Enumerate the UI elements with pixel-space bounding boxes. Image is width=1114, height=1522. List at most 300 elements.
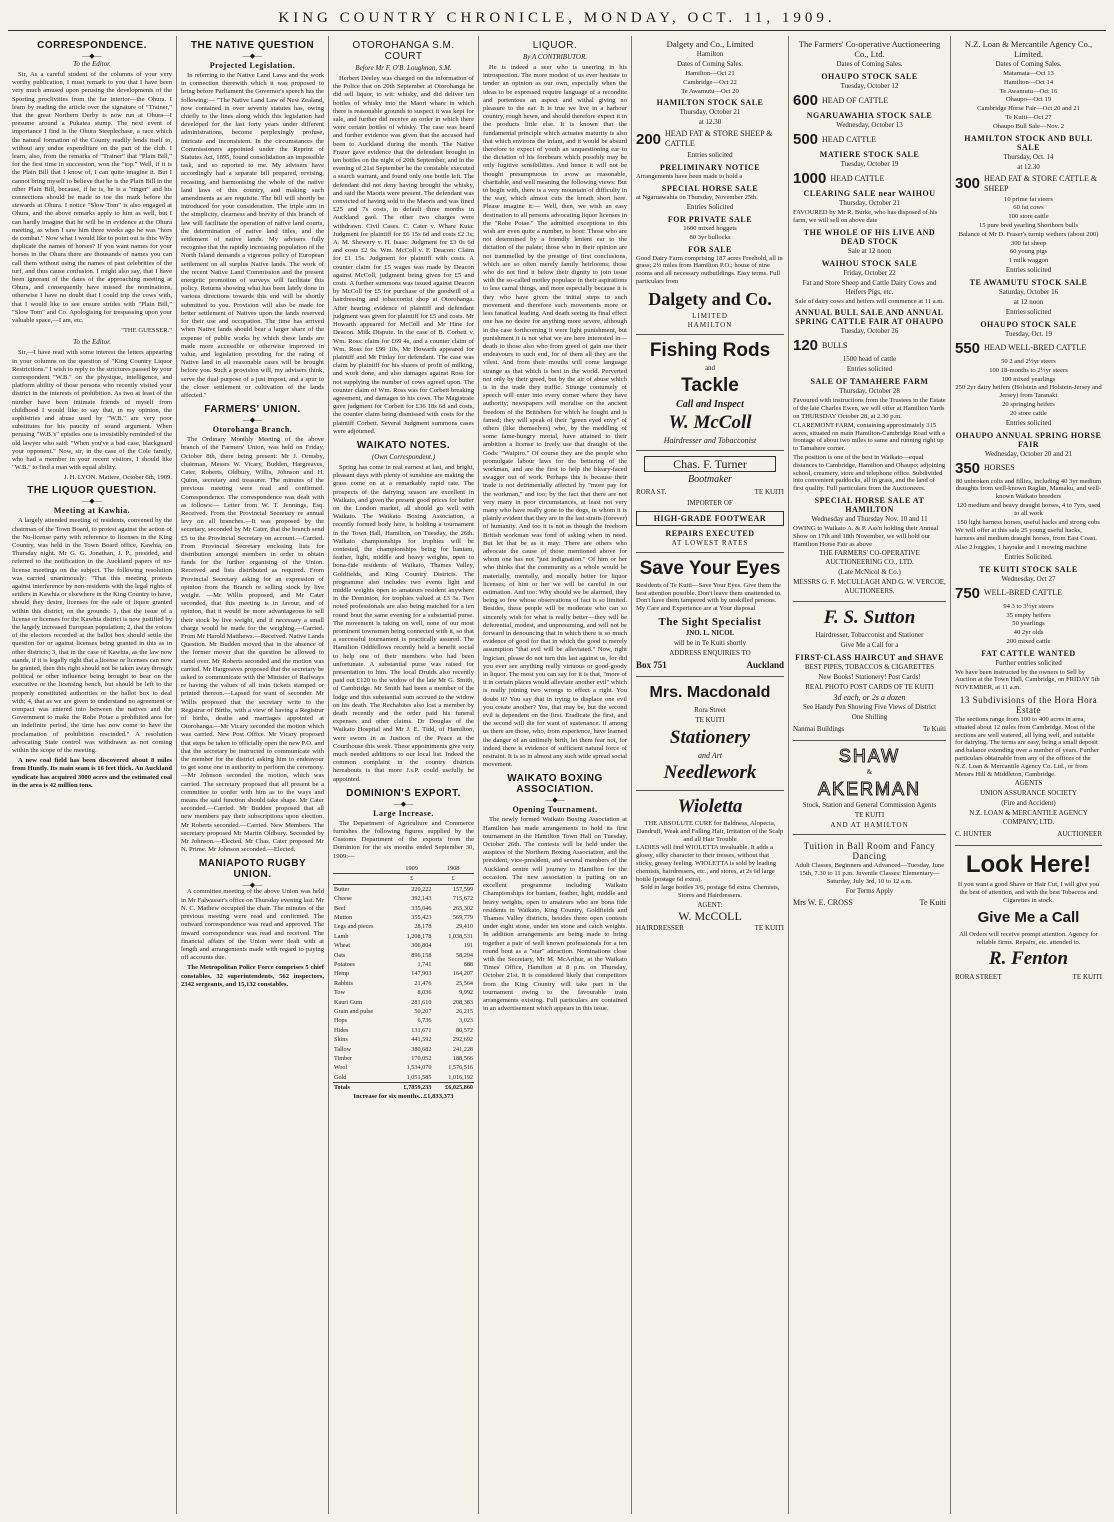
sale-item: HEAD WELL-BRED CATTLE xyxy=(984,343,1087,353)
export-value-1908: 888 xyxy=(463,960,473,968)
liquor-question-heading: THE LIQUOR QUESTION. xyxy=(27,485,157,497)
export-value-1908: 1,038,531 xyxy=(448,932,473,940)
fenton-street: RORA STREET xyxy=(955,973,1002,982)
sale-heading: OHAUPO STOCK SALE xyxy=(821,72,918,81)
export-value-1909: 281,610 xyxy=(411,998,432,1006)
private-sale-heading: FOR PRIVATE SALE xyxy=(667,214,753,224)
waihou-note: Sale of dairy cows and heifers will commence at 11 a.m. xyxy=(794,297,945,305)
sutton-address xyxy=(793,724,946,734)
list-item: 35 empty heifers xyxy=(1006,611,1051,619)
sale-date: Wednesday, October 20 and 21 xyxy=(984,449,1073,458)
akerman-title: AKERMAN xyxy=(817,779,921,800)
list-item: Hamilton—Oct 21 xyxy=(685,70,735,77)
to-editor-label: To the Editor. xyxy=(73,60,111,68)
export-value-1908: 292,692 xyxy=(452,1036,473,1044)
macdonald-name: Mrs. Macdonald xyxy=(649,683,771,701)
list-item: 60 fat cows xyxy=(1013,204,1044,212)
box-address xyxy=(636,660,784,670)
sale-lines xyxy=(955,358,1102,418)
list-item: 100 18-months to 2½yr steers xyxy=(989,366,1068,374)
table-row xyxy=(333,1016,474,1025)
cross-name: Mrs W. E. CROSS xyxy=(793,897,853,907)
union-sub: (Fire and Accident) xyxy=(1001,799,1056,808)
needlework-title: Needlework xyxy=(663,761,757,783)
export-value-1909: 335,046 xyxy=(411,904,432,912)
fenton-ad xyxy=(955,846,1102,988)
table-row xyxy=(333,960,474,969)
sale-heading: NGARUAWAHIA STOCK SALE xyxy=(806,111,933,120)
table-row xyxy=(333,894,474,903)
shilling-label: One Shilling xyxy=(851,713,888,722)
list-item: 50 2 and 2½yr steers xyxy=(1001,357,1056,365)
fat-cattle-wanted: FAT CATTLE WANTED xyxy=(981,648,1076,658)
list-item: 94 3 to 3½yr steers xyxy=(1003,602,1054,610)
liquor-article: He is indeed a seer who is unerring in his introspection. The more modest of us ever hesitate to tender an opinion as our own, especially when the ideas to be expressed require language of a recondite and portentous an aspect and withal giving no pleasure to the ear. It is true we live in a harbour country, rough hewn, and should therefore expect it in the products little else. It is known that the fundamental principle which actuates maturity is also that which environs the infant, and it would be absurd therefore to expect of youth an unquestioning ear to the dictation of his forebears which possibly may be only fugitive sensibilities. And hence it will not be thought presumptuous to avow as reasonable, charitable, and well meaning the following views: But to begin with, there is a very mountain of difficulty in the way, which almost cuts the breath short here. Please imagine it:— Well, then, we wish an easy destination to all persons advocating liquor licenses in the "Rohe Potae." The admitted exceptions to this wish are even quite a number, to boot: Those who are not determined by a friendly lenient ear to the dictation of the palate; those who in their opinion are not trammelled by the prestige of first conclusions, which are so often merely family heirlooms; those who do not find it below their dignity to join issue with the so-called motley populace in their aspirations to less carnal things, and more especially because it is they who have given the initial steps to such movement and therefore such movements more or less fanatical leading. And death seeing its final effect one has no desire for anything more severe, although in the case forthcoming it were light punishment, but punishment it is not what we are here interested in—death to those also who from greed of gain use their endeavours to such end, for of them all they are the vilest. And from their mouths will come language strange as that which is best in the world. Perverted not only by their greed, but by the air of abuse which is in the trade they traffic. Strange contumely of speech will enter into every corner where they have authority; newspapers will moralise on the ancient freedom of the Britishers for which he fought and is famed; they will speak of their "green eyed envy" of others (like themselves) who, by the meddling of some fame-hungry mortal, have attained to their ambition a license to freely use that draught of the Gods: "Waipiro." Of course they are the people who promulgate labour laws for the bettering of the workman, and are the first to help the bleary-faced swagger out of work. Perhaps this is because their trade is not detrimentally affected by "more pay for the workman," and too; by the fact that there are not very many in poor circumstances, at least not very many who have really gone to the dogs, in whom it is plainly evident that they are in the last straits (forever) of humanity. And too it is not as though the freeborn British workman was fond of asking when in need. But let that be as it may: There are others who advocate the cause of those mentioned above for whom one has not "just indignation." Of him or her who thinks that the community as a whole would be materially, mentally, and morally better for liquor licenses; of him or her we will be careful in our estimation. And too: Why should we be alarmed, they being so few whose observations of fact is so limited. Besides, these people will be moderate who can so sincerely wish for what is really better—they will be deferential, modest, and unpresuming, and will not be forward in denouncing that in which there is so much evidence of good for that in which the good is merely assumption "that evil will be alleviated." Now, right logician, please do not turn this last against us, for did you ever see anything really virtuous or good-goody in liquor. The most you can say for it is that, "more of it in certain places would alleviate another evil" which is really joining two wrongs to effect a right. You doubt it? You say that in trying to displace one evil you create another? Yes, that may be, but the second evil is dependent on the first. Eradicate the first, and the second will die for want of sustenance. If among us there are those, who, from experience, have learned the danger of an untimely birth, let them fear not, for indeed there is evidence of sufficient natural force of restraint. It is so in almost any such wide spread social movement. xyxy=(483,64,627,769)
shaw-title: SHAW xyxy=(838,746,901,767)
list-item: 80 3yr bullocks xyxy=(689,233,731,241)
export-value-1909: 392,143 xyxy=(411,895,432,903)
sale-heading: HAMILTON STOCK AND BULL SALE xyxy=(964,133,1093,152)
letter-signature: "THE GUESSER." xyxy=(121,327,172,335)
sale-dates-list xyxy=(636,70,784,95)
entries-note: Entries solicited xyxy=(687,151,733,160)
tamahere-text: Favoured with instructions from the Trustees in the Estate of the late Charles Ewen, we will offer at Hamilton Yards on THURSDAY October 28, at 2.30 p.m. xyxy=(793,397,946,420)
sale-lot xyxy=(793,171,946,186)
export-value-1908: 9,992 xyxy=(459,989,473,997)
export-value-1908: 241,228 xyxy=(452,1045,473,1053)
correspondence-heading: CORRESPONDENCE. xyxy=(37,40,147,51)
table-row xyxy=(333,998,474,1007)
export-commodity: Hemp xyxy=(334,970,350,978)
notice-text: Arrangements have been made to hold a xyxy=(636,173,743,181)
turner-street: RORA ST. xyxy=(636,487,667,496)
dates-heading: Dates of Coming Sales. xyxy=(836,60,903,68)
pipes-label: BEST PIPES, TOBACCOS & CIGARETTES xyxy=(804,663,935,672)
nz-loan-firm: N.Z. Loan & Mercantile Agency Co., Limited. xyxy=(964,39,1093,59)
export-value-1908: 25,564 xyxy=(455,979,473,987)
wioletta-sub: THE ABSOLUTE CURE for Baldness, Alopecia, Dandruff, Weak and Falling Hair, Irritation of the Scalp and all Hair Trouble xyxy=(636,819,784,843)
sale-date: Tuesday, October 26 xyxy=(840,327,899,336)
list-item: Cambridge Horse Fair—Oct 20 and 21 xyxy=(977,105,1080,113)
table-row xyxy=(333,922,474,931)
table-row xyxy=(333,969,474,978)
export-commodity: Lamb xyxy=(334,932,349,940)
export-value-1909: 131,671 xyxy=(411,1026,432,1034)
sale-count: 500 xyxy=(793,131,819,148)
export-commodity: Rabbits xyxy=(334,979,353,987)
boxing-subheading: Opening Tournament. xyxy=(512,805,598,815)
nicol-note: will be in Te Kuiti shortly xyxy=(673,638,747,647)
table-row xyxy=(333,1073,474,1083)
sale-extra: 1500 head of cattle xyxy=(842,355,897,364)
farmers-coop-ad xyxy=(793,36,946,602)
sale-date: Saturday, October 16 xyxy=(998,287,1059,296)
sale-time: Sale at 12 noon xyxy=(847,246,892,255)
cross-address xyxy=(793,898,946,908)
macdonald-ad xyxy=(636,677,784,791)
sale-lot xyxy=(955,341,1102,356)
private-sale-list xyxy=(636,225,784,242)
column-1 xyxy=(8,36,176,1514)
export-value-1909: 220,222 xyxy=(411,885,432,893)
table-row xyxy=(333,988,474,997)
sale-date: Wednesday, Oct 27 xyxy=(1001,574,1056,583)
waihou-stock: Fat and Store Sheep and Cattle Dairy Cows and Heifers Pigs, etc. xyxy=(802,278,937,296)
list-item: Cambridge—Oct 22 xyxy=(683,78,737,86)
list-item: 20 store cattle xyxy=(1010,409,1047,417)
letter-guesser: Sir, As a careful student of the columns of your very worthy publication, I must remark to you that I have been very much amused upon perusing the developments of the Sporting proclivities from the far interior—the Ohura. I learn by reading the article over the signature of "Trainer," that the great Northern Derby is now run at Ohura—I presume around a Pukatea stump. The next event of importance I find is the Ohura Steeplechase, a race which the natural formation of the County readily lends itself to, without any undue expenditure on the part of the club. I learn, also, from the remarks of "Trainer" that "Plain Bill," for the first time in succession, won the "top." Well, if it is the Plain Bill that I know of, I can quite imagine it. But I cannot bring myself to believe that he is the Plain Bill in the other Plain Bill, because, if he is, he is a "ringer" and his connections should be made to toe the mark before the stewards at Ohura. I notice "Slow Tom" is also engaged at Ohura, and the above remarks apply to him as well, but I can hardly imagine that he will be in evidence at the Ohura meeting, as when I saw him three weeks ago he was "hors de combat." Now what I would like to point out is this: Why duplicate the names of horses? If you want names for your horses in the Ohura there are thousands of names you can call them without using the names of past celebrities of the turf, and thus cause confusion. I might also say, that I have been ignorant of the dates of the approaching meeting at Ohura, and consequently have missed the nominations, otherwise I have no doubt that I could trip the cows with, that I would like to see ensure strides with "Plain Bill," "Slow Tom" and Co. Apologising for trespassing upon your valuable space,—I am, etc. xyxy=(12,71,172,325)
terms-label: For Terms Apply xyxy=(845,886,894,895)
list-item: Matamata—Oct 13 xyxy=(1003,70,1054,77)
hora-instruction: We have been instructed by the owners to Sell by Auction at the Town Hall, Cambridge, on FRIDAY 5th NOVEMBER, at 11 a.m. xyxy=(955,668,1100,692)
rugby-union-heading: MANIAPOTO RUGBY UNION. xyxy=(198,858,307,881)
export-commodity: Butter xyxy=(334,885,350,893)
list-item: 250 2yr dairy heifers (Holstein and Holstein-Jersey and Jersey) from Taranaki xyxy=(955,384,1102,400)
export-value-1908: 1,016,192 xyxy=(448,1073,473,1081)
sale-item: HEAD CATTLE xyxy=(830,173,885,183)
sale-date: Tuesday, October 12 xyxy=(840,82,899,90)
turner-ad xyxy=(636,451,784,553)
native-question-article: In referring to the Native Land Laws and the work in connection therewith which it was proposed to bring before Parliament the Governor's speech has the following:— "The Native Land Law of New Zealand, now contained in over seventy statutes has, owing chiefly to the lines along which this legislation had developed for the last forty years under different administrations, become perplexingly profuse, intricate and inconsistent. In the circumstances the Commissioners appointed under the Reprint of Statutes Act, 1895, found consolidation an impossible task, and so reported to me. My advisers have accordingly had a separate bill prepared, revising, recasting, and harmonising the whole of the native land laws of this country, and making such amendments as are requisite. The bill will shortly be introduced for your consideration. The triple aim in the simplicity, clearness and brevity of this branch of law will facilitate the operation of native land courts, the determination of native land titles, and the settlement of native lands. My advisers fully recognise that the rapidly increasing population of the North Island demands a vigorous policy of European settlement on all surplus Native lands. The work of the recent Native Land Commission and the present energetic promotion of surveys will facilitate this policy. Returns showing what has been lately done in various directions towards this end will be shortly submitted to you. Provision will also be made for better settlement of Natives upon the lands reserved for their use and occupation. The time has arrived when Native lands should bear a larger share of the expense of public works by which these lands are made more accessible or otherwise improved in value, and legislation providing for the rating of Native land in all reasonable cases will be brought before you. Such a provision will, my advisers think, serve the dual purpose of a just impost, and a spur to the closer settlement or cultivation of the lands affected." xyxy=(181,72,324,399)
table-row xyxy=(333,904,474,913)
table-row xyxy=(333,951,474,960)
coop-auctioneers: MESSRS G. F. McCULLAGH AND G. W. VERCOE, AUCTIONEERS. xyxy=(793,578,946,596)
ampersand: & xyxy=(866,768,873,777)
export-year-1908: 1908 xyxy=(432,864,474,874)
postcard-price: 3d each, or 2s a dozen xyxy=(833,693,906,703)
liquor-heading: LIQUOR. xyxy=(532,40,578,51)
turner-name: Chas. F. Turner xyxy=(644,456,776,472)
entries-note: Entries solicited xyxy=(1005,307,1052,316)
sale-heading: WAIHOU STOCK SALE xyxy=(821,258,918,268)
sale-count: 120 xyxy=(793,337,819,355)
divider: —◆— xyxy=(242,416,263,425)
masthead-rule xyxy=(8,30,1106,31)
wioletta-sold: Sold in large bottles 3/6, postage 6d extra. Chemists, Stores and Hairdressers. xyxy=(640,884,780,900)
table-row xyxy=(333,979,474,988)
fenton-town: TE KUITI xyxy=(1072,973,1102,982)
export-value-1908: 191 xyxy=(463,942,473,950)
column-2 xyxy=(176,36,328,1514)
divider: —◆— xyxy=(82,497,102,506)
rates-label: AT LOWEST RATES xyxy=(671,538,749,547)
dalgety-place: Hamilton xyxy=(696,50,724,58)
export-total-1908: £6,025,860 xyxy=(432,1083,474,1093)
nz-loan-company: N.Z. LOAN & MERCANTILE AGENCY COMPANY, LTD. xyxy=(969,809,1088,827)
list-item: 80 unbroken colts and fillies, including 40 3yr medium draughts from well-known Raglan, Mamaku, and well-known Waikato breeders xyxy=(955,477,1102,501)
dalgety-firm: Dalgety and Co., Limited xyxy=(666,39,754,49)
agent-town: TE KUITI xyxy=(754,923,784,932)
list-item: Balance of Mr D. Fraser's turnip wethers (about 200) xyxy=(958,230,1099,238)
export-commodity: Timber xyxy=(334,1055,352,1062)
horse-sale-heading: SPECIAL HORSE SALE xyxy=(661,184,759,194)
export-commodity: Hops xyxy=(334,1017,348,1025)
farmers-union-article: The Ordinary Monthly Meeting of the above branch of the Farmers' Union, was held on Friday, October 8th, there being present: Mr J. Ormsby, chairman, Messrs W. Vicary, Budden, Hargreaves, Cater, Roberts, Oldbury, Willis, Johnson and H. Quinn, secretary and treasurer. The minutes of the previous meeting were read and confirmed. Correspondence. The correspondence was dealt with as follows:— Letter from W. T. Jennings, Esq. Received. From the Provincial Secretary re annual levy on all branches.—It was proposed by the secretary, seconded by Mr Cater, that the branch send £5 to the Provincial Secretary on account.—Carried. From Provincial Secretary enclosing lists for distribution amongst members in order to obtain funds for the further organising of the Union. Received and lists distributed as required. From Provincial Secretary asking for an expression of opinion from the Branch re selling stock by live weight. —Mr Willis proposed, and Mr Cater seconded, that this meeting is in favour, and of opinion, that it would be more advantageous to sell their stock by live weight, and if necessary a small charge would be made for the weighing.—Carried. From Mr Harold Matthews.—Received. Native Lands Question. Mr Budden moved that in the absence of the former mover that the question be allowed to stand over. Mr Roberts seconded and the motion was carried. Mr Hargreaves proposed that the secretary be asked to communicate with the Minister of Railways re having the values of all train tickets stamped or printed thereon.—Lapsed for want of seconder. Mr Willis proposed that the secretary write to the Registrar of Births, with a view of having a Registrar of births, deaths and marriages appointed at Otorohanga.—Mr Vicary seconded the motion which was carried. New Post Office. Mr Vicary proposed that steps be taken to officially open the new P.O. and that the secretary be instructed to communicate with the member for the district asking him to endeavour to get some one in authority to perform the ceremony.—Mr Johnson seconded the motion, which was carried. The secretary proposed that all present be a committee to confer with him as to the ways and means the said function should take shape. Mr Cater seconded.—Carried. Mr Budden proposed that all new members pay their subscriptions upon election. Mr Roberts seconded.—Carried. New Members. The secretary proposed Mr Martin Oldbury. Seconded by Mr Johnson.—Elected. Mr Chas. Cater proposed Mr N. Prime. Mr Johnson seconded.—Elected. xyxy=(181,436,325,854)
sale-count: 600 xyxy=(793,92,819,109)
sale-item: HORSES xyxy=(984,463,1015,473)
entries-note: Entries Solicited xyxy=(686,202,734,211)
sutton-town: Te Kuiti xyxy=(922,725,946,734)
export-commodity: Wheat xyxy=(334,942,351,950)
export-value-1909: 147,903 xyxy=(411,970,432,978)
table-row xyxy=(333,1026,474,1035)
list-item: 15 pure bred yearling Shorthorn bulls xyxy=(978,221,1079,229)
agent-trade: HAIRDRESSER xyxy=(636,923,684,932)
sale-lot xyxy=(955,174,1102,194)
column-6 xyxy=(788,36,950,1514)
export-value-1908: 569,779 xyxy=(452,913,473,921)
table-row xyxy=(333,1054,474,1063)
export-value-1909: 50,207 xyxy=(414,1007,432,1015)
give-call-text: All Orders will receive prompt attention. Agency for reliable firms. Repairs, etc. attended to. xyxy=(959,930,1098,946)
coop-late: (Late McNicol & Co.) xyxy=(838,568,901,577)
claremont-text: CLAREMONT FARM, containing approximately 315 acres, situated on main Hamilton-Cambridge Road with a frontage of about two miles to same and running right up to Tamahere corner. xyxy=(793,421,945,453)
export-value-1909: 1,051,585 xyxy=(406,1073,432,1081)
waikato-notes-subheading: (Own Correspondent.) xyxy=(371,452,436,461)
export-value-1909: 306,804 xyxy=(411,942,432,950)
native-question-subheading: Projected Legislation. xyxy=(209,61,296,70)
export-value-1908: 164,207 xyxy=(452,970,473,978)
sale-heading: SPECIAL HORSE SALE AT HAMILTON xyxy=(814,495,925,514)
export-commodity: Hides xyxy=(334,1026,349,1034)
entries-note: Entries solicited xyxy=(1005,265,1052,274)
horse-sale-text: OWING to Waikato A. & P. Ass'n holding their Annual Show on 17th and 18th November, we will hold our Hamilton Horse Fair as above xyxy=(793,524,939,548)
export-value-1909: 1,534,070 xyxy=(406,1064,432,1072)
sale-item: HEAD FAT & STORE SHEEP & CATTLE xyxy=(665,129,773,149)
sale-time: at 12 noon xyxy=(1013,297,1044,306)
table-row xyxy=(333,932,474,941)
letter-lyon: Sir,—I have read with some interest the letters appearing in your columns on the question of "King Country Liquor Restrictions." I wish to reply to the strictures passed by your correspondent "W.B." on the physique, intelligence, and platform ability of those persons who recently visited your district in the interests of prohibition. As two at least of the number have been intimate friends of myself from childhood I would like to say that, in my opinion, the sophistries and abuse used by "W.B." are very poor substitutes for his paucity of sound argument. When perusing "W.B.'s" epistles one is irresistibly reminded of the old lawyer who said: "When you've a bad case, blackguard your opponent." Now, sir, in the case of the Cole family, who had a member in your recent visitors, I should like "W.B." to find a man with equal ability. xyxy=(12,349,172,472)
position-text: The position is one of the best in Waikato—equal distances to Cambridge, Hamilton and Ohaupo; adjoining school, creamery, store and telephone office. Subdivided into convenient paddocks, all in grass, and the land of first quality. Full particulars from the Auctioneers. xyxy=(793,453,946,493)
list-item: 1600 mixed hoggets xyxy=(683,224,737,232)
wioletta-title: Wioletta xyxy=(677,795,743,817)
export-value-1908: 3,023 xyxy=(459,1017,473,1025)
sale-date: Wednesday and Thursday Nov. 10 and 11 xyxy=(811,514,928,523)
export-value-1908: 1,576,516 xyxy=(448,1064,473,1072)
export-value-1909: 380,682 xyxy=(411,1045,432,1053)
sutton-buildings: Nanmai Buildings xyxy=(793,725,845,734)
sale-heading: TE AWAMUTU STOCK SALE xyxy=(969,277,1088,287)
pen-label: See Handy Pen Showing Five Views of District xyxy=(802,703,937,712)
divider: —◆— xyxy=(393,799,414,808)
shaw-hamilton: AND AT HAMILTON xyxy=(830,821,909,830)
sale-time: at 12.30 xyxy=(698,118,722,127)
fishing-and: and xyxy=(704,363,716,372)
hora-body: The sections range from 100 to 400 acres in area, situated about 12 miles from Cambridge. Most of the sections are well watered, all lying well, and suitable for dairying. The terms are easy, being a small deposit and balance extending over a number of years. Further particulars obtainable from any of the offices of the N.Z. Loan & Mercantile Agency Co. Ltd., or from Messrs Hill & Middleton, Cambridge. xyxy=(955,716,1100,778)
export-unit: £ xyxy=(391,874,433,884)
sale-count: 200 xyxy=(636,130,662,148)
list-item: Te Kuiti—Oct 27 xyxy=(1005,113,1052,121)
dates-heading: Dates of Coming Sales. xyxy=(995,60,1062,68)
export-commodity: Skins xyxy=(334,1036,348,1044)
footwear-label: HIGH-GRADE FOOTWEAR xyxy=(636,511,784,526)
sale-date: Tuesday, October 19 xyxy=(840,160,899,168)
cross-town: Te Kuiti xyxy=(919,897,946,907)
export-value-1909: 896,158 xyxy=(411,951,432,959)
sale-date: Tuesday, Oct. 19 xyxy=(1004,329,1053,338)
sale-lot xyxy=(955,586,1102,601)
save-eyes-text: Residents of Te Kuiti—Save Your Eyes. Give them the best attention possible. Don't leave them unattended to. Don't have them tampered with by unskilled persons. My Care and Experience are at Your disposal xyxy=(636,581,782,613)
list-item: 20 springing heifers xyxy=(1002,400,1055,408)
shaw-akerman-ad xyxy=(793,741,946,835)
export-commodity: Potatoes xyxy=(334,960,355,968)
table-row xyxy=(333,941,474,950)
export-value-1909: 8,036 xyxy=(417,989,432,997)
dancing-ad xyxy=(793,835,946,913)
hunter-trade: AUCTIONEER xyxy=(1057,830,1102,839)
clearing-text: FAVOURED by Mr R. Burke, who has disposed of his farm, we will sell on above date xyxy=(793,209,938,224)
export-value-1909: 355,423 xyxy=(411,913,432,921)
macdonald-street: Rora Street xyxy=(694,705,726,714)
repairs-label: REPAIRS EXECUTED xyxy=(665,528,755,538)
clearing-stock: THE WHOLE OF HIS LIVE AND DEAD STOCK xyxy=(803,227,936,246)
export-heading: DOMINION'S EXPORT. xyxy=(346,787,461,799)
divider: —◆— xyxy=(545,796,565,805)
export-commodity: Tallow xyxy=(334,1045,352,1053)
agent-address xyxy=(636,923,784,933)
tuition-title: Tuition in Ball Room and Fancy Dancing xyxy=(803,841,936,862)
sale-heading: SALE OF TAMAHERE FARM xyxy=(810,377,929,387)
buggies-offer: Also 2 buggies, 1 hayrake and 1 mowing machine xyxy=(955,543,1088,551)
fishing-rods-title: Fishing Rods xyxy=(649,339,771,361)
entries-note: Entries solicited xyxy=(1005,418,1052,427)
hora-subdivisions: 13 Subdivisions of the Hora Hora Estate xyxy=(959,695,1098,716)
export-total-label: Totals xyxy=(333,1083,391,1093)
macdonald-town: TE KUITI xyxy=(695,715,725,724)
coop-firm: THE FARMERS' CO-OPERATIVE AUCTIONEERING CO., LTD. xyxy=(819,549,920,567)
mccoll-fishing-ad xyxy=(636,335,784,451)
sale-lines xyxy=(955,603,1102,646)
export-commodity: Gold xyxy=(334,1073,347,1081)
agents-label: AGENTS xyxy=(1014,779,1043,788)
sale-dates-list xyxy=(955,70,1102,131)
export-increase: Increase for six months...£1,833,373 xyxy=(353,1092,454,1100)
save-eyes-title: Save Your Eyes xyxy=(639,557,781,579)
sale-date: Friday, October 22 xyxy=(843,268,896,277)
dates-heading: Dates of Coming Sales. xyxy=(676,60,744,68)
list-item: Te Awamutu—Oct 20 xyxy=(681,87,739,95)
sutton-ad xyxy=(793,602,946,741)
classes-text: Adult Classes, Beginners and Advanced—Tuesday, June 15th, 7.30 to 11 p.m. Juvenile Classes: Elementary—Saturday, July 3rd, 10 to 12 a.m. xyxy=(794,862,945,885)
agent-name: W. McCOLL xyxy=(678,908,742,923)
shaw-town: TE KUITI xyxy=(854,811,885,820)
nz-loan-ad xyxy=(955,36,1102,846)
list-item: 100 mixed yearlings xyxy=(1001,375,1056,383)
export-value-1908: 715,672 xyxy=(452,895,473,903)
liquor-question-article: A largely attended meeting of residents, convened by the chairman of the Town Board, to protest against the action of the No-license party with reference to licenses in the King Country, was held in the Town Board office, Kawhia, on Thursday night. Mr G. G. Jonathan, J. P., presided, and referred to the notification in the Auckland papers of no-license meetings on the subject. The following resolution was carried unanimously: "That this meeting protests against interference by non-residents with the legal rights of settlers in Kawhia or elsewhere in the King Country to have, should they desire, licenses for the sale of liquor granted within this district, on the grounds: 1, that the issue of a license or licenses for the Kawhia district is now justified by the largely increased European population; 2, that the voices of the electors recorded at the ballot box should settle the question for or against licenses being granted in this as in other districts; 3, that in the case of Kawhia, as the law now stands, if it is legally right that a license or licenses can now be granted, then this right should not be taken away through political or other influence being brought to bear on the executive or the licensing bench, but should be left to the properly constituted authorities or the ballot box to deal with; 4, that as we are given to understand no agreement or compact was entered into between the natives and the Government to make the Rohe Potae a prohibited area for an indefinite period, the time has now come to have the proclamation of prohibition rescinded." A resolution advocating State control was withdrawn as not coming within the scope of the meeting. xyxy=(12,517,172,755)
entries-note: Further entries solicited xyxy=(995,658,1062,667)
turner-trade: Bootmaker xyxy=(688,473,732,485)
export-value-1909: 21,476 xyxy=(414,979,432,987)
export-value-1908: 58,294 xyxy=(455,951,473,959)
export-unit: £ xyxy=(432,874,474,884)
sale-count: 750 xyxy=(955,584,981,602)
mccoll-trade: Hairdresser and Tobacconist xyxy=(663,435,757,445)
list-item: Ohaupo Bull Sale—Nov. 2 xyxy=(993,122,1064,130)
shaw-trade: Stock, Station and General Commission Agents xyxy=(802,801,937,810)
turner-address xyxy=(636,487,784,497)
turner-town: TE KUITI xyxy=(754,487,784,496)
sale-lot xyxy=(636,129,784,149)
sutton-name: F. S. Sutton xyxy=(823,607,916,629)
sale-item: HEAD OF CATTLE xyxy=(822,95,889,105)
notice-heading: PRELIMINARY NOTICE xyxy=(659,163,761,173)
sale-lines xyxy=(955,478,1102,527)
export-commodity: Legs and pieces xyxy=(334,923,374,931)
export-value-1909: 170,052 xyxy=(411,1055,432,1062)
column-5 xyxy=(631,36,788,1514)
table-row xyxy=(333,1063,474,1072)
column-7 xyxy=(950,36,1106,1514)
export-value-1908: 188,566 xyxy=(452,1055,473,1062)
art-label: and Art xyxy=(697,750,723,760)
sale-heading: TE KUITI STOCK SALE xyxy=(979,564,1078,574)
look-here-text: If you want a good Shave or Hair Cut, I will give you the best of attention, and with the best Tobaccos and Cigarettes in stock. xyxy=(957,881,1100,905)
sale-count: 300 xyxy=(955,175,981,193)
boxing-article: The newly formed Waikato Boxing Association at Hamilton has made arrangements to hold its first tournament in the Hamilton Town Hall on Tuesday, October 26th. The contests will be held under the auspices of the Northern Boxing Association, and the president, vice-president, and several members of the Auckland centre will journey to Hamilton for the occasion. The new association is putting on an excellent programme including Waikato Championships for bantam, feather, light, middle and heavy weights, open to amateurs who are bona fide residents in Waikato, King Country, Goldfields and Thames Valley districts, besides three open contests under eight stone, under ten stone and catch weights. In addition arrangements are being made to bring together a pair of well known professionals for a ten round bout as a "star" attraction. Nominations close with the Secretary, Mr M. McArthur, at the Waikato Times' Office, Hamilton at 8 p.m. on Thursday, October 21st. It is considered likely that competitors from the King Country will take part in the tournament owing to the favourable train arrangements existing. Full particulars are contained in an advertisement which appears in this issue. xyxy=(483,816,627,1013)
export-value-1909: 6,736 xyxy=(417,1017,432,1025)
farmers-coop-firm: The Farmers' Co-operative Auctioneering Co., Ltd. xyxy=(798,39,941,59)
for-sale-text: Good Dairy Farm comprising 187 acres Freehold, all in grass; 2½ miles from Hamilton P.O.; house of nine rooms and all necessary outbuildings. Easy terms. Full particulars from xyxy=(636,254,783,285)
sale-lot xyxy=(793,338,946,353)
export-commodity: Beef xyxy=(334,904,346,912)
look-here-title: Look Here! xyxy=(965,851,1092,879)
list-item: 1 milk waggon xyxy=(1008,257,1049,265)
court-article: Herbert Deeley was charged on the information of the Police that on 20th September at Otorohanga he did sell liquor, to wit: whisky, and did deliver ten bottles of whisky into the Maori whare in which there is reasonable grounds to suspect it was kept for sale, and further did receive an order in which there were certain bottles of whisky. The case was heard and further evidence was given that the accused had been to Auckland during the month. The Native Frazer gave evidence that the defendant brought in ten bottles on the night of 20th September, and in the evening of 21st September he the constable executed a search warrant, and found only one bottle left. The defendant did not deny having brought the whisky, and said the Maoris were present. The defendant was convicted of having sold to the Maoris and was fined £25 and 7s costs, in default three months in Auckland gaol. The other two charges were withdrawn. Civil Cases. C. Cater v. Whare Kuia: Judgment for plaintiff for £6 15s 6d and costs £2 3s; A. M. Shewery v. H. Isaac: Judgment for £3 0s 6d and costs £2 9s. Wm. McColl v. F. Deacon: Claim for £1 15s. Judgment for plaintiff with costs. A counter claim for £5 wages was made by Deacon against McColl, judgment being given for £5 and costs. A further summons was issued against Deacon by McColl for £5 for purchase of the goodwill of a hairdressing and tobacconist shop at Otorohanga. After hearing evidence of plaintiff and defendant judgment was given for plaintiff for £5 and costs. Mr Howarth appeared for McColl and Mr Hine for Deacon. Milk Dispute. In the case of B. Corbett v. Wm. Ross: claim for £69 4s, and a counter claim of Wm. Ross for £99 10s, Mr Howarth appeared for plaintiff and Mr Finlay for defendant. The case was claim by plaintiff for his shares of profit of milking, and work done, and also damages against Ross for not supplying the number of cows agreed upon. The counter claim of Wm. Ross was for Corbett breaking agreement, and damages to his cows. The Magistrate gave judgment for Corbett for £36 18s 6d and costs, the counter claim being dismissed with costs for the plaintiff Corbett. Several Judgment summons cases were adjourned. xyxy=(333,75,474,435)
dalgety-ad xyxy=(636,36,784,335)
sale-heading: OHAUPO ANNUAL SPRING HORSE FAIR xyxy=(955,430,1102,449)
box-number: Box 751 xyxy=(636,659,667,670)
sale-lot xyxy=(793,132,946,147)
table-row xyxy=(333,1007,474,1016)
list-item: 60 young pigs xyxy=(1009,248,1048,256)
mccoll-name: W. McColl xyxy=(668,411,752,433)
importer-label: IMPORTER OF xyxy=(687,498,733,507)
waikato-notes-heading: WAIKATO NOTES. xyxy=(356,439,451,451)
farmers-union-subheading: Otorohanga Branch. xyxy=(212,425,293,435)
column-4 xyxy=(478,36,631,1514)
export-value-1908: 265,302 xyxy=(452,904,473,912)
export-value-1908: 29,410 xyxy=(455,923,473,931)
export-value-1909: 1,208,178 xyxy=(406,932,432,940)
sale-time: at 12.30 xyxy=(1017,162,1040,171)
sale-lot xyxy=(955,461,1102,476)
list-item: 100 store cattle xyxy=(1008,213,1049,221)
table-row xyxy=(333,884,474,894)
books-label: New Books! Stationery! Post Cards! xyxy=(818,673,921,682)
sale-heading: ANNUAL BULL SALE AND ANNUAL SPRING CATTLE FAIR AT OHAUPO xyxy=(795,308,944,327)
export-value-1909: 28,178 xyxy=(414,923,432,931)
sale-count: 550 xyxy=(955,339,981,357)
coal-field-article: A new coal field has been discovered about 8 miles from Huntly. Its main seam is 16 feet thick. An Auckland syndicate has acquired 3000 acres and the estimated coal in the area is 42 million tons. xyxy=(12,757,172,789)
rugby-union-article: A committee meeting of the above Union was held in Mr Falwasser's office on Thursday evening last. Mr N. C. Mathew occupied the chair. The minutes of the previous meeting were read and confirmed. The outward correspondence was read and approved. The inward correspondence was read and received. The financial affairs of the Union were dealt with at length and arrangements made with regard to paying off accounts due. xyxy=(181,888,324,962)
sight-specialist-ad xyxy=(636,553,784,677)
export-value-1908: 80,572 xyxy=(455,1026,473,1034)
export-year-1909: 1909 xyxy=(391,864,433,874)
sutton-trade: Hairdresser, Tobacconist and Stationer xyxy=(815,631,924,640)
list-item: 200 mixed cattle xyxy=(1006,637,1051,645)
sale-date: Wednesday, October 13 xyxy=(836,121,903,129)
export-intro: The Department of Agriculture and Commerce furnishes the following figures supplied by the Customs Department of the exports from the Dominion for the six months ended September 30, 1909:— xyxy=(333,819,474,860)
wioletta-ladies: LADIES will find WIOLETTA invaluable. It adds a glossy, silky character to their tresses, without that sticky, greasy feeling. WIOLETTA is sold by leading chemists, hairdressers, etc., and stores, at 2s 6d large bottle (postage 6d extra). xyxy=(636,844,777,883)
sale-item: HEAD CATTLE xyxy=(822,134,877,144)
list-item: Ohaupo—Oct 19 xyxy=(1005,96,1052,104)
call-inspect: Call and Inspect xyxy=(676,398,744,410)
export-total-1909: £,7859,233 xyxy=(391,1083,433,1093)
list-item: Hamilton—Oct 14 xyxy=(1003,78,1054,86)
dalgety-logo-text: Dalgety and Co. xyxy=(648,288,772,309)
sale-lines xyxy=(955,196,1102,265)
